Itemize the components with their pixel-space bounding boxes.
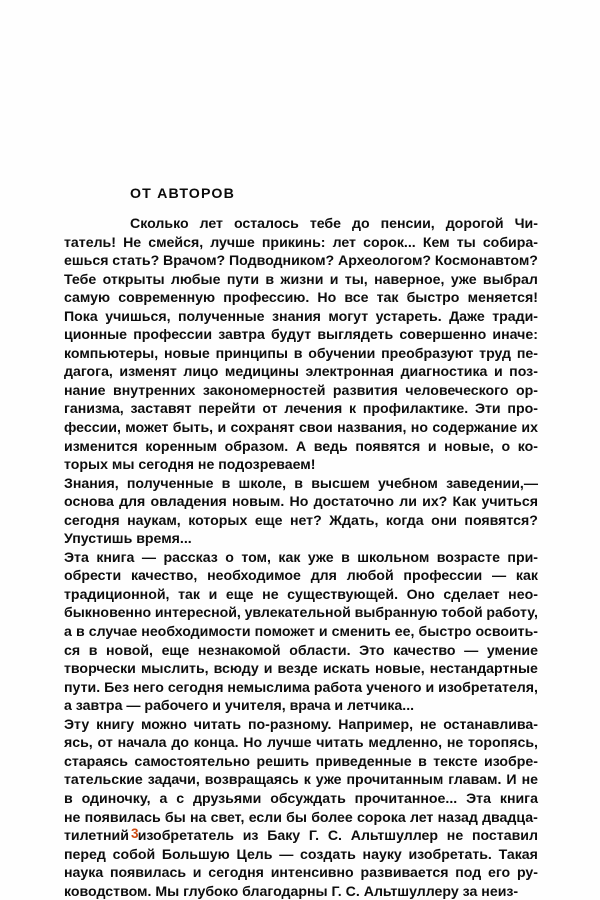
text-line: наука появилась и сегодня интенсивно развивается под его ру- <box>64 864 538 881</box>
text-line: ся в новой, еще незнакомой области. Это качество — умение <box>64 641 538 658</box>
text-line: торых мы сегодня не подозреваем! <box>64 456 316 473</box>
text-line: в одиночку, а с друзьями обсуждать прочитанное... Эта книга <box>64 789 538 806</box>
text-line: обрести качество, необходимое для любой профессии — как <box>64 567 538 584</box>
text-line: фессии, может быть, и сохранят свои названия, но содержание их <box>64 419 538 436</box>
text-line: традиционной, так и еще не существующей. Оно сделает нео- <box>64 585 538 602</box>
paragraph <box>64 715 538 900</box>
page-heading: ОТ АВТОРОВ <box>130 186 235 202</box>
text-line: Упустишь время... <box>64 530 192 547</box>
text-line: нание внутренних закономерностей развития человеческого ор- <box>64 381 538 398</box>
text-line: а в случае необходимости поможет и сменить ее, быстро освоить- <box>64 623 538 640</box>
text-line: Эту книгу можно читать по-разному. Например, не останавлива- <box>64 715 538 732</box>
text-line: ешься стать? Врачом? Подводником? Археологом? Космонавтом? <box>64 252 538 269</box>
text-line: Знания, полученные в школе, в высшем учебном заведении,— <box>64 474 538 491</box>
text-line: тательские задачи, возвращаясь к уже прочитанным главам. И не <box>64 771 538 788</box>
paragraph <box>64 474 538 548</box>
text-line: татель! Не смейся, лучше прикинь: лет сорок... Кем ты собира- <box>64 233 538 250</box>
text-line: самую современную профессию. Но все так быстро меняется! <box>64 289 538 306</box>
text-line: творчески мыслить, всюду и везде искать новые, нестандартные <box>64 660 538 677</box>
body-text-block <box>64 214 538 900</box>
text-line: стараясь самостоятельно решить приведенные в тексте изобре- <box>64 752 538 769</box>
text-line: Эта книга — рассказ о том, как уже в школьном возрасте при- <box>64 548 538 565</box>
text-line: ководством. Мы глубоко благодарны Г. С. Альтшуллеру за неиз- <box>64 882 519 899</box>
text-line: перед собой Большую Цель — создать науку изобретать. Такая <box>64 845 538 862</box>
text-line: сегодня наукам, которых еще нет? Ждать, когда они появятся? <box>64 511 538 528</box>
text-line: дагога, изменят лицо медицины электронная диагностика и поз- <box>64 363 538 380</box>
text-line: Тебе открыты любые пути в жизни и ты, наверное, уже выбрал <box>64 270 538 287</box>
paragraph <box>64 548 538 715</box>
text-line: Пока учишься, полученные знания могут устареть. Даже тради- <box>64 307 538 324</box>
text-line: а завтра — рабочего и учителя, врача и летчика... <box>64 697 415 714</box>
text-line: Сколько лет осталось тебе до пенсии, дорогой Чи- <box>130 215 538 231</box>
text-line: пути. Без него сегодня немыслима работа ученого и изобретателя, <box>64 678 538 695</box>
text-line: основа для овладения новым. Но достаточно ли их? Как учиться <box>64 493 538 510</box>
text-line: компьютеры, новые принципы в обучении преобразуют труд пе- <box>64 344 538 361</box>
text-line: ционные профессии завтра будут выглядеть совершенно иначе: <box>64 326 538 343</box>
text-line: тилетний изобретатель из Баку Г. С. Альтшуллер не поставил <box>64 827 538 844</box>
text-line: быкновенно интересной, увлекательной выбранную тобой работу, <box>64 604 538 621</box>
text-line: ясь, от начала до конца. Но лучше читать медленно, не торопясь, <box>64 734 538 751</box>
text-line: ганизма, заставят перейти от лечения к профилактике. Эти про- <box>64 400 538 417</box>
text-line: изменится коренным образом. А ведь появятся и новые, о ко- <box>64 437 538 454</box>
page-number: 3 <box>131 826 139 841</box>
paragraph <box>64 214 538 474</box>
text-line: не появилась бы на свет, если бы более сорока лет назад двадца- <box>64 808 538 825</box>
